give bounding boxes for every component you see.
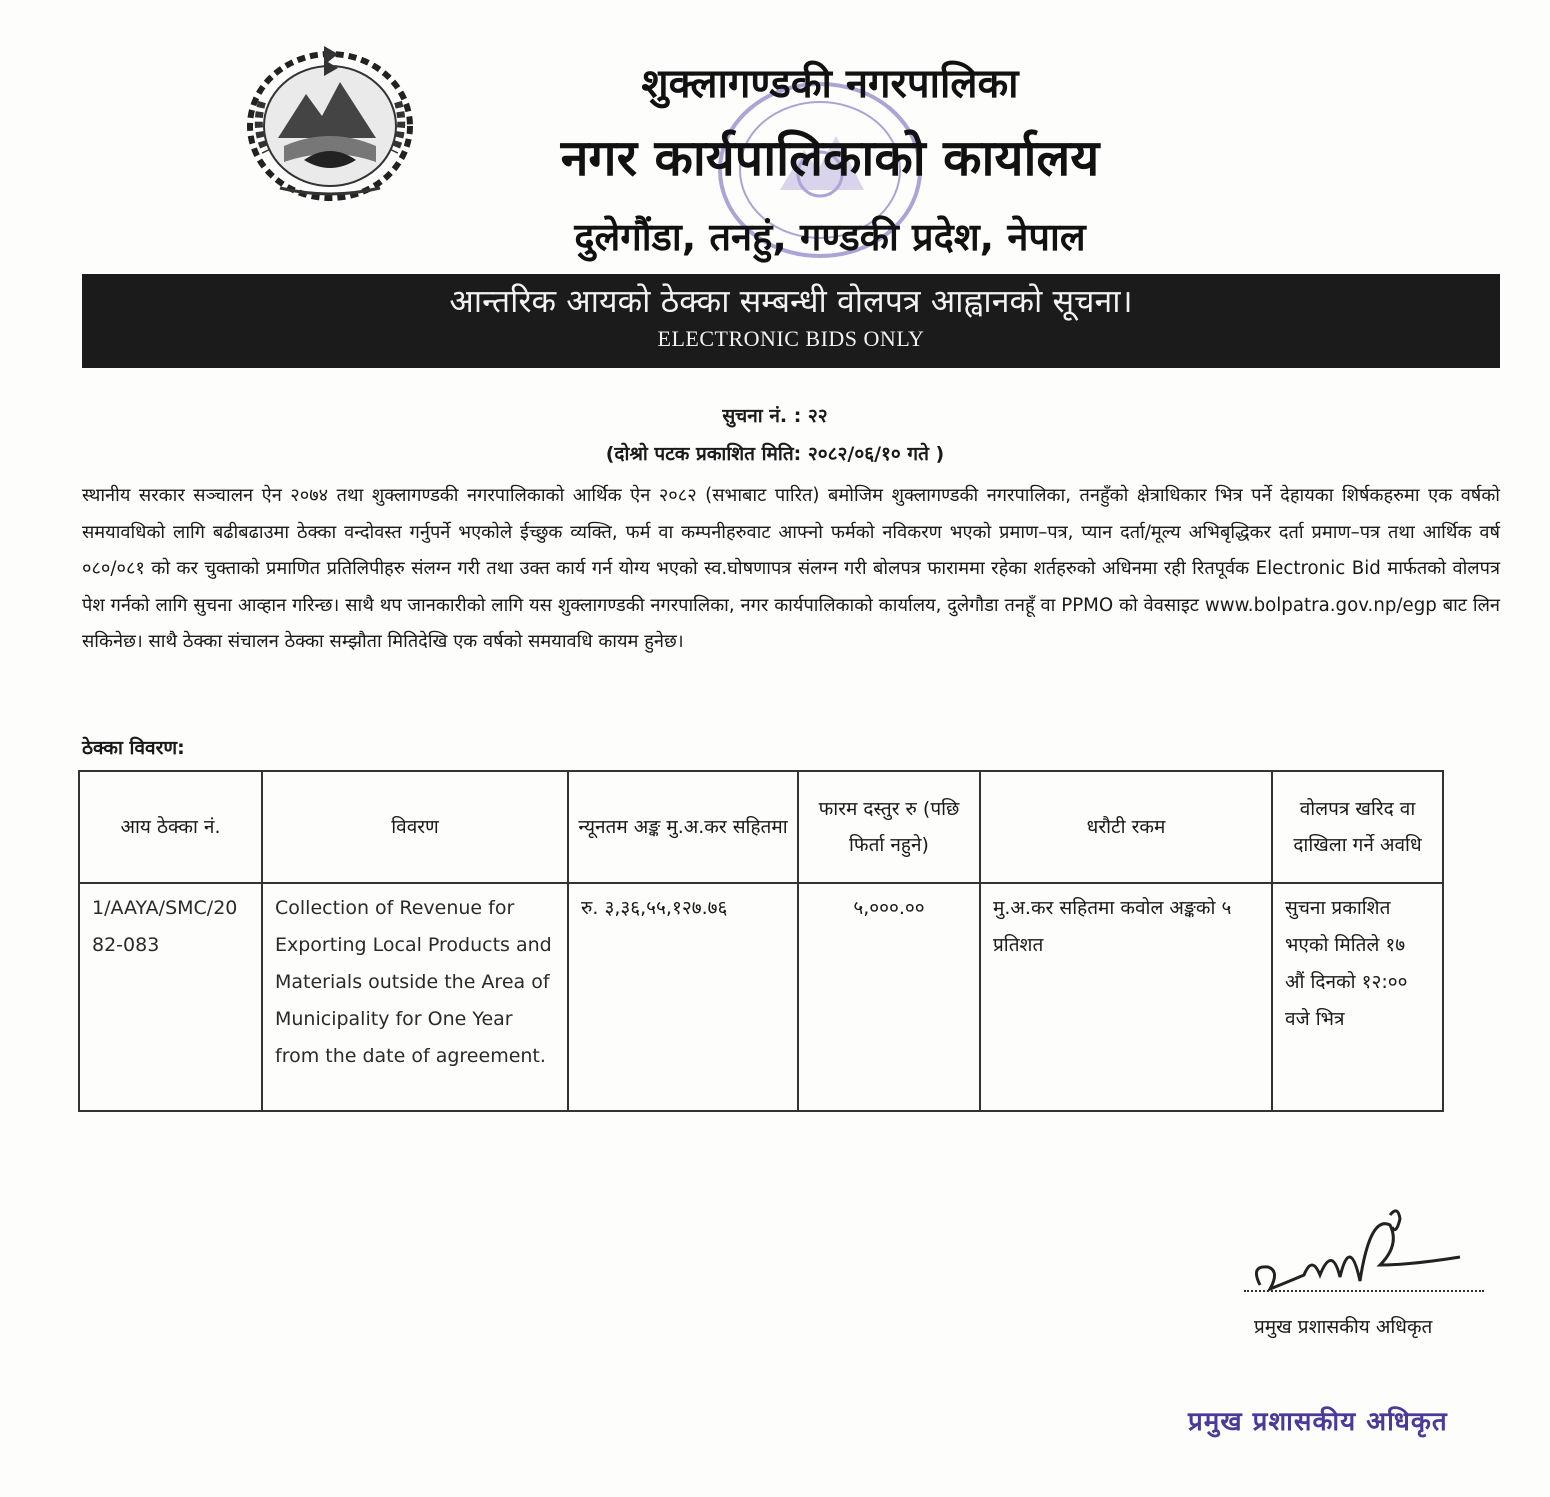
contract-table [78, 770, 1444, 1112]
signatory-title: प्रमुख प्रशासकीय अधिकृत [1254, 1316, 1433, 1338]
municipality-name: शुक्लागण्डकी नगरपालिका [641, 61, 1019, 107]
cell-form-fee: ५,०००.०० [798, 883, 980, 1111]
notice-banner [82, 274, 1500, 368]
col-header-minimum-amount: न्यूनतम अङ्क मु.अ.कर सहितमा [568, 771, 798, 883]
col-header-contract-no: आय ठेक्का नं. [79, 771, 262, 883]
cell-deposit: मु.अ.कर सहितमा कवोल अङ्कको ५ प्रतिशत [980, 883, 1272, 1111]
col-header-deposit: धरौटी रकम [980, 771, 1272, 883]
col-header-period: वोलपत्र खरिद वा दाखिला गर्ने अवधि [1272, 771, 1443, 883]
publication-date: (दोश्रो पटक प्रकाशित मिति: २०८२/०६/१० गते ) [605, 443, 945, 465]
office-address: दुलेगौंडा, तनहुं, गण्डकी प्रदेश, नेपाल [574, 215, 1086, 259]
contract-section-title: ठेक्का विवरण: [82, 737, 185, 759]
signature-line [1244, 1290, 1484, 1292]
table-row [79, 883, 1443, 1111]
cell-contract-no: 1/AAYA/SMC/2082-083 [79, 883, 262, 1111]
table-header-row [79, 771, 1443, 883]
cell-minimum-amount: रु. ३,३६,५५,१२७.७६ [568, 883, 798, 1111]
col-header-description: विवरण [262, 771, 568, 883]
cell-description: Collection of Revenue for Exporting Local Products and Materials outside the Area of Municipality for One Year from the date of agreement. [262, 883, 568, 1111]
designation-stamp: प्रमुख प्रशासकीय अधिकृत [1188, 1407, 1448, 1437]
cell-period: सुचना प्रकाशित भएको मितिले १७ औं दिनको १२:०० वजे भित्र [1272, 883, 1443, 1111]
office-name: नगर कार्यपालिकाको कार्यालय [560, 129, 1100, 187]
notice-number: सुचना नं. : २२ [722, 405, 828, 427]
notice-body: स्थानीय सरकार सञ्चालन ऐन २०७४ तथा शुक्लागण्डकी नगरपालिकाको आर्थिक ऐन २०८२ (सभाबाट पारित) बमोजिम शुक्लागण्डकी नगरपालिका, तनहुँको क्षेत्राधिकार भित्र पर्ने देहायका शिर्षकहरुमा एक वर्षको समयावधिको लागि बढीबढाउमा ठेक्का वन्दोवस्त गर्नुपर्ने भएकोले ईच्छुक व्यक्ति, फर्म वा कम्पनीहरुवाट आफ्नो फर्मको नविकरण भएको प्रमाण–पत्र, प्यान दर्ता/मूल्य अभिबृद्धिकर दर्ता प्रमाण–पत्र तथा आर्थिक वर्ष ०८०/०८१ को कर चुक्ताको प्रमाणित प्रतिलिपीहरु संलग्न गरी तथा उक्त कार्य गर्न योग्य भएको स्व.घोषणापत्र संलग्न गरी बोलपत्र फाराममा रहेका शर्तहरुको अधिनमा रही रितपूर्वक Electronic Bid मार्फतको वोलपत्र पेश गर्नको लागि सुचना आव्हान गरिन्छ। साथै थप जानकारीको लागि यस शुक्लागण्डकी नगरपालिका, नगर कार्यपालिकाको कार्यालय, दुलेगौडा तनहूँ वा PPMO को वेवसाइट www.bolpatra.gov.np/egp बाट लिन सकिनेछ। साथै ठेक्का संचालन ठेक्का सम्झौता मितिदेखि एक वर्षको समयावधि कायम हुनेछ। [82, 485, 1500, 653]
banner-subtitle: ELECTRONIC BIDS ONLY [657, 326, 925, 351]
col-header-form-fee: फारम दस्तुर रु (पछि फिर्ता नहुने) [798, 771, 980, 883]
banner-title: आन्तरिक आयको ठेक्का सम्बन्धी वोलपत्र आह्वानको सूचना। [449, 282, 1133, 320]
